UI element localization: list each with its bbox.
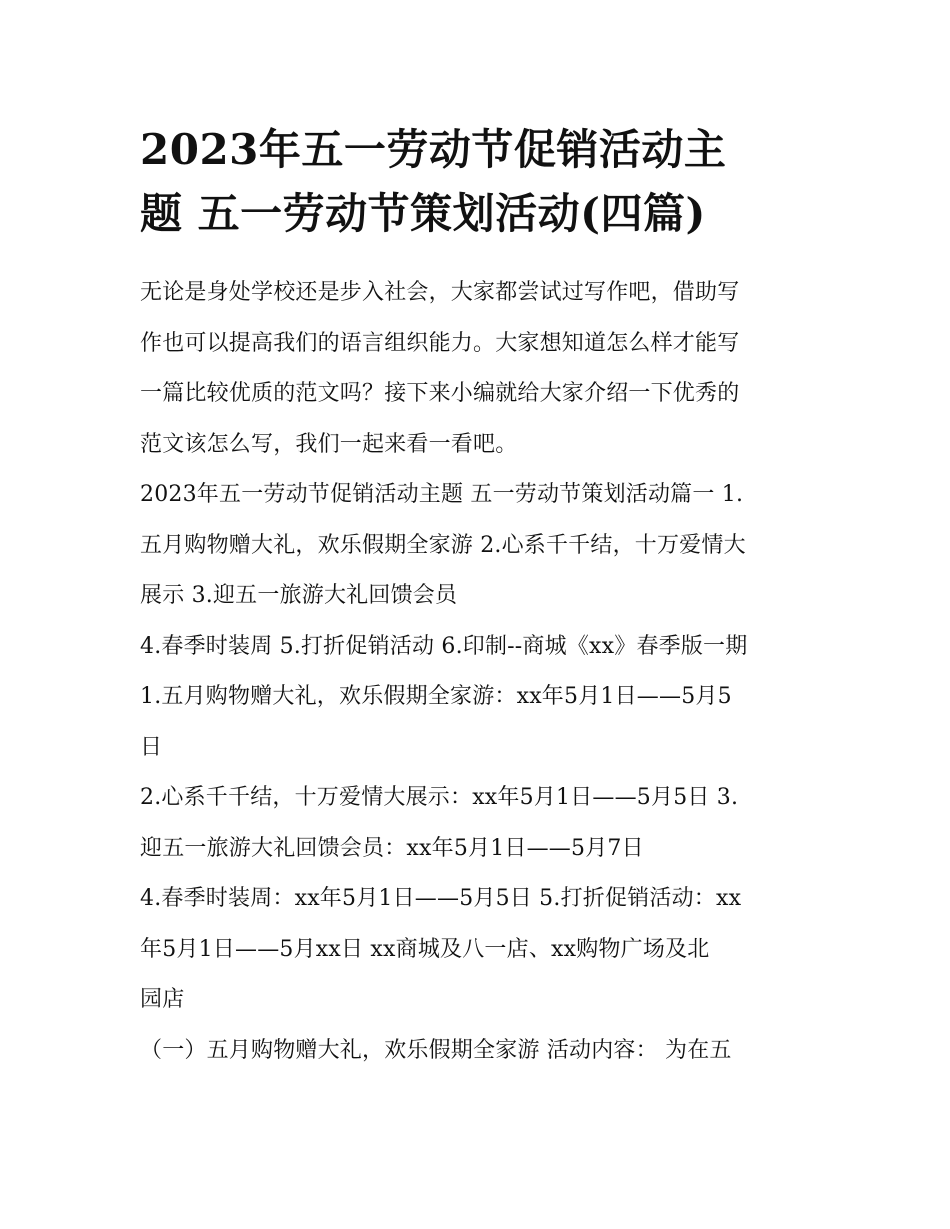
document-title — [140, 118, 812, 246]
paragraph-line: 展示 3.迎五一旅游大礼回馈会员 — [140, 583, 458, 608]
document-title-line-2: 题 五一劳动节策划活动(四篇) — [140, 189, 706, 238]
paragraph-line: 4.春季时装周 5.打折促销活动 6.印制--商城《xx》春季版一期 — [140, 633, 748, 659]
paragraph-line: 五月购物赠大礼，欢乐假期全家游 2.心系千千结，十万爱情大 — [140, 532, 746, 558]
paragraph-line: 迎五一旅游大礼回馈会员：xx年5月1日——5月7日 — [140, 835, 644, 861]
paragraph-schedule-1 — [140, 672, 812, 773]
paragraph-themes-cont — [140, 622, 812, 673]
paragraph-line: 园店 — [140, 987, 185, 1012]
document-page — [140, 118, 812, 1076]
paragraph-line: 1.五月购物赠大礼，欢乐假期全家游：xx年5月1日——5月5 — [140, 684, 732, 709]
paragraph-themes — [140, 470, 812, 622]
paragraph-line: 日 — [140, 734, 163, 760]
document-body — [140, 268, 812, 1076]
document-title-line-1: 2023年五一劳动节促销活动主 — [140, 125, 727, 174]
paragraph-line: 作也可以提高我们的语言组织能力。大家想知道怎么样才能写 — [140, 330, 740, 356]
paragraph-intro — [140, 268, 812, 470]
paragraph-line: 2.心系千千结，十万爱情大展示：xx年5月1日——5月5日 3. — [140, 785, 739, 810]
paragraph-line: 2023年五一劳动节促销活动主题 五一劳动节策划活动篇一 1. — [140, 482, 744, 507]
paragraph-schedule-3 — [140, 874, 812, 1026]
paragraph-schedule-2 — [140, 773, 812, 874]
paragraph-line: 无论是身处学校还是步入社会，大家都尝试过写作吧，借助写 — [140, 280, 740, 305]
paragraph-line: 范文该怎么写，我们一起来看一看吧。 — [140, 431, 518, 457]
paragraph-line: 4.春季时装周：xx年5月1日——5月5日 5.打折促销活动：xx — [140, 886, 742, 911]
paragraph-line: （一）五月购物赠大礼，欢乐假期全家游 活动内容： 为在五 — [140, 1037, 732, 1063]
paragraph-section-1 — [140, 1026, 812, 1077]
paragraph-line: 年5月1日——5月xx日 xx商城及八一店、xx购物广场及北 — [140, 936, 710, 962]
paragraph-line: 一篇比较优质的范文吗？接下来小编就给大家介绍一下优秀的 — [140, 381, 740, 406]
